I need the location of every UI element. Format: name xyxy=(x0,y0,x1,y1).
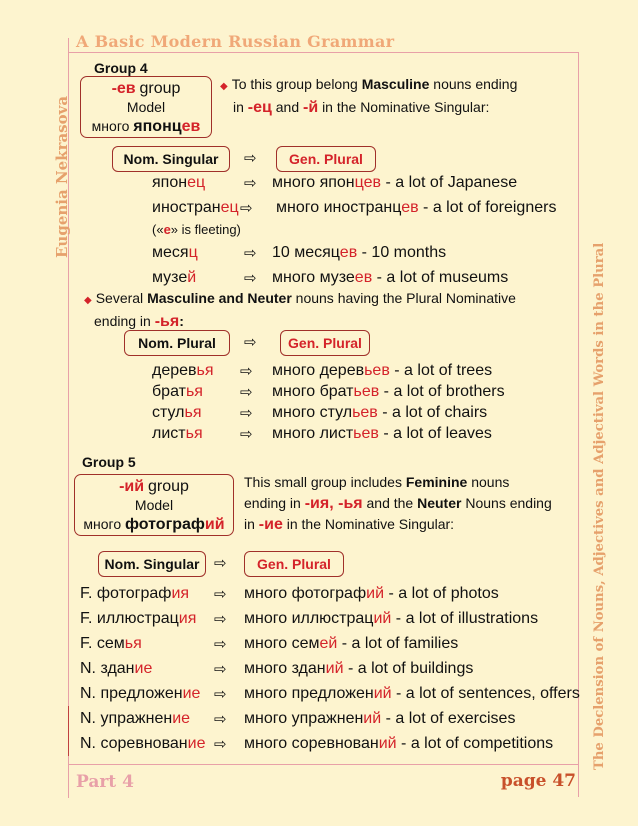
arrow-icon: ⇨ xyxy=(214,661,227,678)
group5-model-prefix: много xyxy=(83,516,122,532)
group4-sub-head-to: Gen. Plural xyxy=(280,330,370,356)
bullet-icon: ◆ xyxy=(220,81,228,92)
group5-label: Group 5 xyxy=(82,454,136,470)
group4-model-ending: -ев xyxy=(111,80,136,97)
arrow-icon: ⇨ xyxy=(240,363,253,380)
nominative-form: F. семья xyxy=(80,635,142,652)
nominative-form: иностранец xyxy=(152,199,239,216)
group5-head-to: Gen. Plural xyxy=(244,551,344,577)
arrow-icon: ⇨ xyxy=(240,384,253,401)
group4-model-prefix: много xyxy=(91,118,130,134)
arrow-icon: ⇨ xyxy=(244,245,257,262)
genitive-form: много соревнований - a lot of competitions xyxy=(244,735,554,752)
group4-fleeting-note: («е» is fleeting) xyxy=(152,222,241,237)
nominative-form: N. предложение xyxy=(80,685,201,702)
group4-model-box xyxy=(80,76,212,138)
genitive-form: много фотографий - a lot of photos xyxy=(244,585,499,602)
nominative-form: N. соревнование xyxy=(80,735,206,752)
arrow-icon: ⇨ xyxy=(214,711,227,728)
genitive-form: много японцев - a lot of Japanese xyxy=(272,174,518,191)
nominative-form: N. упражнение xyxy=(80,710,191,727)
nominative-form: стулья xyxy=(152,404,202,421)
arrow-icon: ⇨ xyxy=(240,200,253,217)
group5-model-box xyxy=(74,474,234,536)
group5-head-from: Nom. Singular xyxy=(98,551,206,577)
nominative-form: японец xyxy=(152,174,206,191)
group5-description: This small group includes Feminine nouns ending in -ия, -ья and the Neuter Nouns ending in -ие in the Nominative Singular: xyxy=(244,474,552,533)
group4-head-from: Nom. Singular xyxy=(112,146,230,172)
group5-model-label: Model xyxy=(134,497,174,513)
arrow-icon: ⇨ xyxy=(244,150,257,167)
arrow-icon: ⇨ xyxy=(244,175,257,192)
author-name: Eugenia Nekrasova xyxy=(53,95,71,258)
group4-description: ◆ To this group belong Masculine nouns ending in -ец and -й in the Nominative Singular: xyxy=(220,76,518,116)
nominative-form: F. фотография xyxy=(80,585,190,602)
group4-model-label: Model xyxy=(126,99,166,115)
arrow-icon: ⇨ xyxy=(214,555,227,572)
arrow-icon: ⇨ xyxy=(214,586,227,603)
genitive-form: много зданий - a lot of buildings xyxy=(244,660,474,677)
genitive-form: много деревьев - a lot of trees xyxy=(272,362,493,379)
footer-rule xyxy=(68,764,578,765)
group5-bracket xyxy=(68,706,69,756)
group4-head-to: Gen. Plural xyxy=(276,146,376,172)
nominative-form: месяц xyxy=(152,244,198,261)
genitive-form: много музеев - a lot of museums xyxy=(272,269,509,286)
genitive-form: много иллюстраций - a lot of illustrations xyxy=(244,610,539,627)
genitive-form: много иностранцев - a lot of foreigners xyxy=(276,199,557,216)
group4-model-stem-end: ев xyxy=(181,118,201,135)
bullet-icon: ◆ xyxy=(84,295,92,306)
nominative-form: листья xyxy=(152,425,203,442)
genitive-form: 10 месяцев - 10 months xyxy=(272,244,447,261)
genitive-form: много листьев - a lot of leaves xyxy=(272,425,492,442)
arrow-icon: ⇨ xyxy=(244,334,257,351)
group5-model-stem-end: ий xyxy=(204,516,225,533)
group5-model-ending: -ий xyxy=(119,478,145,495)
genitive-form: много братьев - a lot of brothers xyxy=(272,383,505,400)
genitive-form: много предложений - a lot of sentences, offers xyxy=(244,685,580,702)
arrow-icon: ⇨ xyxy=(214,736,227,753)
page-number: page 47 xyxy=(500,771,576,791)
group4-label: Group 4 xyxy=(94,60,148,76)
group5-model-word: group xyxy=(147,478,189,495)
genitive-form: много стульев - a lot of chairs xyxy=(272,404,488,421)
header-rule xyxy=(68,52,578,53)
arrow-icon: ⇨ xyxy=(214,686,227,703)
chapter-title: The Declension of Nouns, Adjectives and Adjectival Words in the Plural xyxy=(592,242,607,770)
arrow-icon: ⇨ xyxy=(240,426,253,443)
group4-sub-description: ◆ Several Masculine and Neuter nouns having the Plural Nominative ending in -ья: xyxy=(84,290,516,330)
nominative-form: братья xyxy=(152,383,203,400)
group5-model-stem: фотограф xyxy=(125,516,205,533)
group4-model-word: group xyxy=(139,80,181,97)
arrow-icon: ⇨ xyxy=(214,611,227,628)
nominative-form: музей xyxy=(152,269,197,286)
nominative-form: F. иллюстрация xyxy=(80,610,197,627)
part-label: Part 4 xyxy=(76,772,134,792)
arrow-icon: ⇨ xyxy=(240,405,253,422)
group4-sub-head-from: Nom. Plural xyxy=(124,330,230,356)
group4-model-stem: японц xyxy=(133,118,182,135)
nominative-form: деревья xyxy=(152,362,214,379)
arrow-icon: ⇨ xyxy=(214,636,227,653)
genitive-form: много упражнений - a lot of exercises xyxy=(244,710,516,727)
arrow-icon: ⇨ xyxy=(244,270,257,287)
nominative-form: N. здание xyxy=(80,660,153,677)
genitive-form: много семей - a lot of families xyxy=(244,635,459,652)
book-title: A Basic Modern Russian Grammar xyxy=(76,32,395,51)
